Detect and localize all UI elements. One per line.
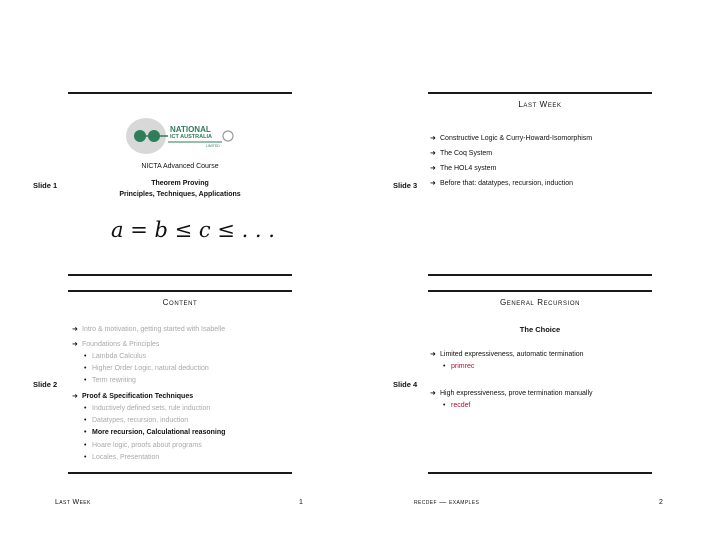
dot-icon: • — [443, 402, 446, 409]
arrow-right-icon: ➜ — [430, 135, 436, 142]
logo-line3: LIMITED — [206, 144, 220, 148]
slide4-top-rule — [428, 290, 652, 292]
dot-icon: • — [84, 417, 87, 424]
slide2-top-rule — [68, 290, 292, 292]
course-name: NICTA Advanced Course — [141, 163, 219, 170]
slide2-sub-bullet: • Locales, Presentation — [84, 454, 160, 461]
slide3-label: Slide 3 — [393, 181, 418, 190]
slide2-label: Slide 2 — [33, 380, 58, 389]
dot-icon: • — [84, 353, 87, 360]
slide2-heading: Content — [162, 298, 198, 307]
slide2-sub-bullet: • Inductively defined sets, rule induction — [84, 405, 211, 412]
arrow-right-icon: ➜ — [430, 351, 436, 358]
arrow-right-icon: ➜ — [430, 180, 436, 187]
dot-icon: • — [84, 454, 87, 461]
slide1-bottom-rule — [68, 274, 292, 276]
slide2-sub-bullet: • Hoare logic, proofs about programs — [84, 442, 202, 449]
slide3-bullet: ➜ The HOL4 system — [430, 165, 497, 172]
slide2-sub-bullet: • Datatypes, recursion, induction — [84, 417, 189, 424]
slide4-choice: The Choice — [519, 325, 561, 334]
slide2-bottom-rule — [68, 472, 292, 474]
arrow-right-icon: ➜ — [430, 150, 436, 157]
footer-left-page: 1 — [299, 499, 303, 506]
slide2-sub-bullet: • Term rewriting — [84, 377, 136, 384]
footer-right-title: recdef — examples — [414, 499, 480, 506]
logo-line2: ICT AUSTRALIA — [170, 134, 212, 140]
footer-right-page: 2 — [659, 499, 663, 506]
nicta-logo — [124, 116, 236, 156]
slide3-bottom-rule — [428, 274, 652, 276]
arrow-right-icon: ➜ — [430, 390, 436, 397]
slide4-label: Slide 4 — [393, 380, 418, 389]
slide4-sub-bullet: • primrec — [443, 363, 475, 370]
slide3-top-rule — [428, 92, 652, 94]
dot-icon: • — [84, 429, 87, 436]
slide3-bullet: ➜ The Coq System — [430, 150, 493, 157]
arrow-right-icon: ➜ — [72, 341, 78, 348]
slide4-bottom-rule — [428, 472, 652, 474]
slide2-bullet: ➜ Foundations & Principles — [72, 341, 160, 348]
slide4-sub-bullet: • recdef — [443, 402, 471, 409]
dot-icon: • — [84, 405, 87, 412]
dot-icon: • — [84, 442, 87, 449]
slide2-sub-bullet: • More recursion, Calculational reasoning — [84, 429, 226, 436]
logo-line1: NATIONAL — [170, 125, 211, 134]
dot-icon: • — [443, 363, 446, 370]
dot-icon: • — [84, 365, 87, 372]
slide1-label: Slide 1 — [33, 181, 58, 190]
slide2-bullet: ➜ Intro & motivation, getting started with Isabelle — [72, 326, 226, 333]
footer-left-title: Last Week — [55, 499, 91, 506]
slide4-bullet: ➜ Limited expressiveness, automatic termination — [430, 351, 584, 358]
slide2-sub-bullet: • Lambda Calculus — [84, 353, 147, 360]
dot-icon: • — [84, 377, 87, 384]
slide3-bullet: ➜ Before that: datatypes, recursion, induction — [430, 180, 574, 187]
arrow-right-icon: ➜ — [430, 165, 436, 172]
formula: a = b ≤ c ≤ . . . — [111, 218, 275, 242]
talk-subtitle: Principles, Techniques, Applications — [119, 191, 241, 198]
slide2-sub-bullet: • Higher Order Logic, natural deduction — [84, 365, 209, 372]
talk-title: Theorem Proving — [151, 180, 209, 187]
slide1-top-rule — [68, 92, 292, 94]
slide3-heading: Last Week — [518, 100, 562, 109]
slide4-heading: General Recursion — [499, 298, 581, 307]
arrow-right-icon: ➜ — [72, 326, 78, 333]
slide4-bullet: ➜ High expressiveness, prove termination manually — [430, 390, 593, 397]
arrow-right-icon: ➜ — [72, 393, 78, 400]
slide3-bullet: ➜ Constructive Logic & Curry-Howard-Isomorphism — [430, 135, 593, 142]
slide2-bullet: ➜ Proof & Specification Techniques — [72, 393, 194, 400]
